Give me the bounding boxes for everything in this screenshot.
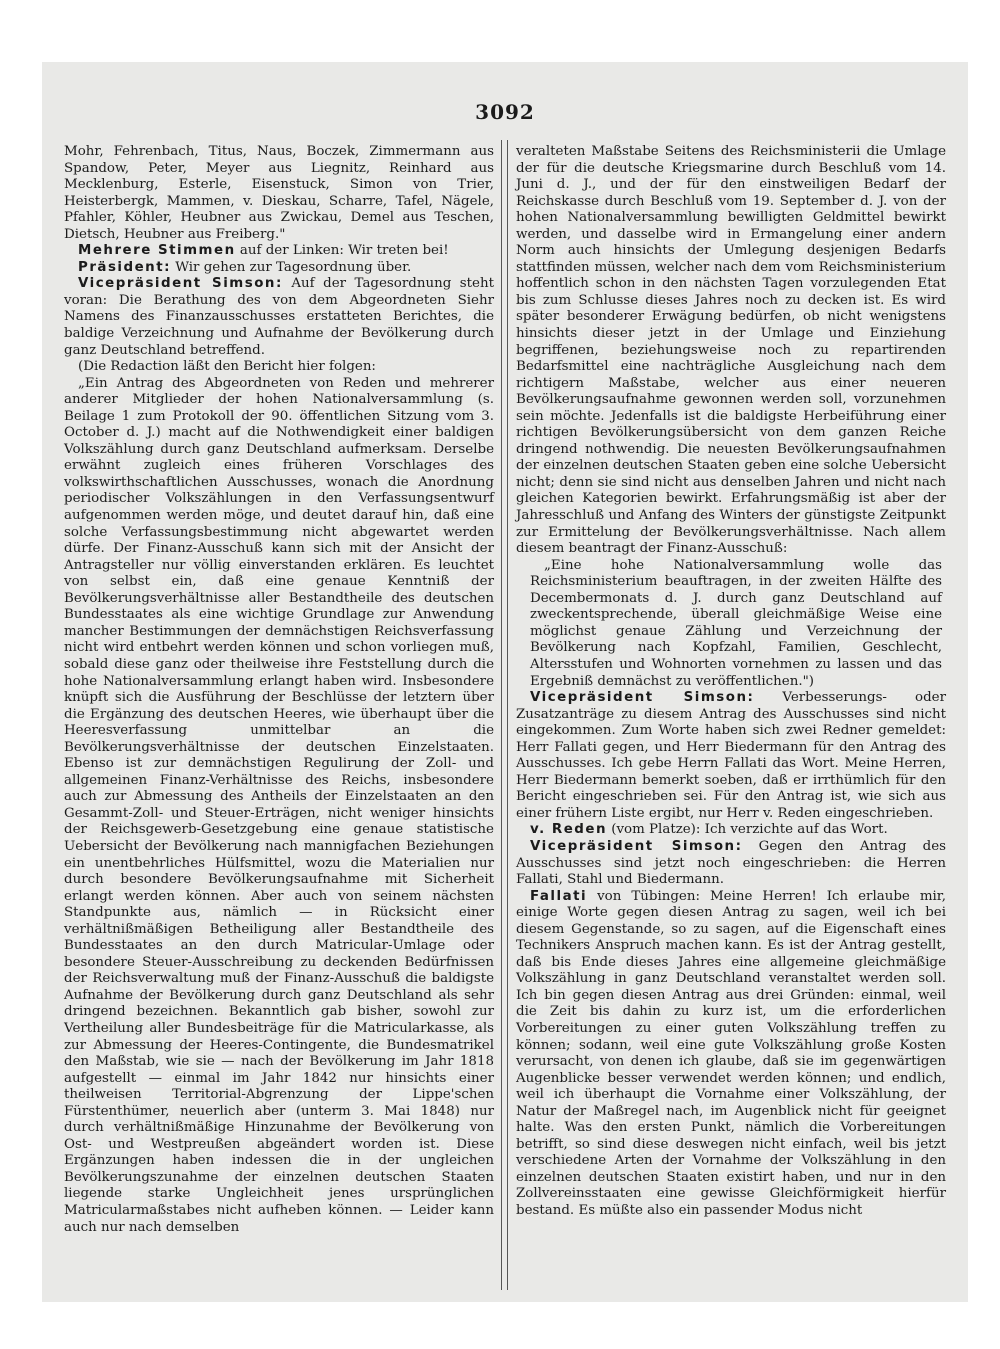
paragraph-text: Mohr, Fehrenbach, Titus, Naus, Boczek, Zimmermann aus Spandow, Peter, Meyer aus Liegnitz, Reinhard aus Mecklenburg, Esterle, Eisenstuck, Simon von Trier, Heisterbergk, Mammen, v. Dieskau, Scharre, Tafel, Nägele, Pfahler, Köhler, Heubner aus Zwickau, Demel aus Teschen, Dietsch, Heubner aus Freiberg." xyxy=(64,144,494,242)
paragraph-text: von Tübingen: Meine Herren! Ich erlaube mir, einige Worte gegen diesen Antrag zu sagen, weil ich bei diesem Gegenstande, so zu sagen, auf die Eigenschaft eines Technikers Anspruch machen kann. Es ist der Antrag gestellt, daß bis Ende dieses Jahres eine allgemeine gleichmäßige Volkszählung in ganz Deutschland veranstaltet werden soll. Ich bin gegen diesen Antrag aus drei Gründen: einmal, weil die Zeit bis dahin zu kurz ist, um die erforderlichen Vorbereitungen zu einer guten Volkszählung treffen zu können; sodann, weil eine gute Volkszählung große Kosten verursacht, von denen ich glaube, daß sie im gegenwärtigen Augenblicke besser verwendet werden können; und endlich, weil ich überhaupt die Vornahme einer Volkszählung, der Natur der Maßregel nach, im Augenblick nicht für geeignet halte. Was den ersten Punkt, nämlich die Vorbereitungen betrifft, so sind diese deswegen nicht einfach, weil bis jetzt verschiedene Arten der Vornahme der Volkszählung in den einzelnen deutschen Staaten existirt haben, und nur in den Zollvereinsstaaten eine gewisse Gleichförmigkeit hierfür bestand. Es müßte also ein passender Modus nicht xyxy=(516,888,946,1218)
speaker-paragraph xyxy=(516,839,946,889)
paragraph xyxy=(64,376,494,1236)
paragraph-text: Gegen den Antrag des Ausschusses sind jetzt noch eingeschrieben: die Herren Fallati, Stahl und Biedermann. xyxy=(516,838,947,888)
speaker-paragraph xyxy=(64,260,494,277)
paragraph-text: (Die Redaction läßt den Bericht hier folgen: xyxy=(78,359,376,375)
speaker-name: v. Reden xyxy=(530,822,607,838)
speaker-name: Vicepräsident Simson: xyxy=(530,838,743,854)
speaker-paragraph xyxy=(64,243,494,260)
paragraph-text: Verbesserungs- oder Zusatzanträge zu diesem Antrag des Ausschusses sind nicht eingekommen. Zum Worte haben sich zwei Redner gemeldet: Herr Fallati gegen, und Herr Biedermann für den Antrag des Ausschusses. Ich gebe Herrn Fallati das Wort. Meine Herren, Herr Biedermann bemerkt soeben, daß er irrthümlich für den Bericht eingeschrieben sei. Für den Antrag ist, wie sich aus einer frühern Liste ergibt, nur Herr v. Reden eingeschrieben. xyxy=(516,690,946,821)
quoted-motion xyxy=(516,558,946,690)
speaker-paragraph xyxy=(516,889,946,1220)
speaker-paragraph xyxy=(516,822,946,839)
paragraph-text: „Eine hohe Nationalversammlung wolle das Reichsministerium beauftragen, in der zweiten Hälfte des Decembermonats d. J. durch ganz Deutschland auf zweckentsprechende, überall gleichmäßige Weise eine möglichst genaue Zählung und Verzeichnung der Bevölkerung nach Kopfzahl, Familien, Geschlecht, Altersstufen und Wohnorten vornehmen zu lassen und das Ergebniß demnächst zu veröffentlichen.") xyxy=(530,557,942,689)
paragraph-text: „Ein Antrag des Abgeordneten von Reden und mehrerer anderer Mitglieder der hohen Nationalversammlung (s. Beilage 1 zum Protokoll der 90. öffentlichen Sitzung vom 3. October d. J.) macht auf die Nothwendigkeit einer baldigen Volkszählung durch ganz Deutschland aufmerksam. Derselbe erwähnt zugleich eines früheren Vorschlages des volkswirthschaftlichen Ausschusses, wonach die Anordnung periodischer Volkszählungen in den Verfassungsentwurf aufgenommen werden möge, und deutet darauf hin, daß eine solche Verfassungsbestimmung nicht abgewartet werden dürfe. Der Finanz-Ausschuß kann sich mit der Ansicht der Antragsteller nur völlig einverstanden erklären. Es leuchtet von selbst ein, daß eine genaue Kenntniß der Bevölkerungsverhältnisse aller Bestandtheile des deutschen Bundesstaates als eine wichtige Grundlage zur Anwendung mancher Bestimmungen der demnächstigen Reichsverfassung nicht wird entbehrt werden können und schon vorliegen muß, sobald diese ganz oder theilweise ihre Feststellung durch die hohe Nationalversammlung erlangt haben wird. Insbesondere knüpft sich die Ausführung der Beschlüsse der letztern über die Ergänzung des deutschen Heeres, wie überhaupt über die Heeresverfassung unmittelbar an die Bevölkerungsverhältnisse der deutschen Einzelstaaten. Ebenso ist zur demnächstigen Regulirung der Zoll- und allgemeinen Finanz-Verhältnisse des Reichs, insbesondere auch zur Abmessung des Antheils der Einzelstaaten an den Gesammt-Zoll- und Steuer-Erträgen, nicht weniger hinsichts der Reichsgewerb-Gesetzgebung eine genaue statistische Uebersicht der Bevölkerung nach mannigfachen Beziehungen ein unentbehrliches Hülfsmittel, wozu die Materialien nur durch besondere Bevölkerungsaufnahme mit Sicherheit erlangt werden können. Aber auch von seinem nächsten Standpunkte aus, nämlich — in Rücksicht einer verhältnißmäßigen Betheiligung aller Bestandtheile des Bundesstaates an den durch Matricular-Umlage oder besondere Steuer-Ausschreibung zu deckenden Bedürfnissen der Reichsverwaltung muß der Finanz-Ausschuß die baldigste Aufnahme der Bevölkerung durch ganz Deutschland als sehr dringend bezeichnen. Bekanntlich gab bisher, sowohl zur Vertheilung aller Bundesbeiträge für die Matricularkasse, als zur Abmessung der Heeres-Contingente, die Bundesmatrikel den Maßstab, wie sie — nach der Bevölkerung im Jahr 1818 aufgestellt — einmal im Jahr 1842 nur hinsichts einer theilweisen Territorial-Abgrenzung der Lippe'schen Fürstenthümer, neuerlich aber (unterm 3. Mai 1848) nur durch verhältnißmäßige Hinzunahme der Bevölkerung von Ost- und Westpreußen abgeändert worden ist. Diese Ergänzungen haben indessen die in der ungleichen Bevölkerungszunahme der einzelnen deutschen Staaten liegende starke Ungleichheit jenes ursprünglichen Matricularmaßstabes nicht aufheben können. — Leider kann auch nur nach demselben xyxy=(64,375,494,1235)
speaker-name: Mehrere Stimmen xyxy=(78,243,236,259)
speaker-paragraph xyxy=(516,690,946,822)
paragraph-text: veralteten Maßstabe Seitens des Reichsministerii die Umlage der für die deutsche Kriegsmarine durch Beschluß vom 14. Juni d. J., und der für den einstweiligen Bedarf der Reichskasse durch Beschluß vom 19. September d. J. von der hohen Nationalversammlung bewilligten Geldmittel bewirkt werden, und dasselbe wird in Ermangelung einer andern Norm auch hinsichts der Umlegung desjenigen Bedarfs stattfinden müssen, welcher nach dem vom Reichsministerium hoffentlich schon in den nächsten Tagen vorzulegenden Etat bis zum Schlusse dieses Jahres noch zu decken ist. Es wird später besonderer Erwägung bedürfen, ob nicht wenigstens hinsichts dieser jetzt in der Umlage und Einziehung begriffenen, beziehungsweise noch zu repartirenden Bedarfsmittel eine nachträgliche Ausgleichung nach dem richtigern Maßstabe, welcher aus einer neueren Bevölkerungsaufnahme gewonnen werden soll, vorzunehmen sein möchte. Jedenfalls ist die baldigste Herbeiführung einer richtigen Bevölkerungsübersicht von dem ganzen Reiche dringend nothwendig. Die neuesten Bevölkerungsaufnahmen der einzelnen deutschen Staaten geben eine solche Uebersicht nicht; denn sie sind nicht aus denselben Jahren und nicht nach gleichen Kategorien bewirkt. Erfahrungsmäßig ist aber der Jahresschluß und Anfang des Winters der günstigste Zeitpunkt zur Ermittelung der Bevölkerungsverhältnisse. Nach allem diesem beantragt der Finanz-Ausschuß: xyxy=(516,144,946,557)
left-column xyxy=(64,144,494,1236)
paragraph xyxy=(64,144,494,243)
paragraph xyxy=(64,359,494,376)
page-sheet xyxy=(42,62,968,1302)
paragraph xyxy=(516,144,946,558)
page-number: 3092 xyxy=(475,100,535,124)
paragraph-text: (vom Platze): Ich verzichte auf das Wort. xyxy=(606,822,888,838)
column-divider xyxy=(501,140,508,1290)
speaker-paragraph xyxy=(64,276,494,359)
speaker-name: Vicepräsident Simson: xyxy=(530,690,755,706)
paragraph-text: Auf der Tagesordnung steht voran: Die Berathung des von dem Abgeordneten Siehr Namens des Finanzausschusses erstatteten Berichtes, die baldige Verzeichnung und Aufnahme der Bevölkerung durch ganz Deutschland betreffend. xyxy=(64,276,494,358)
speaker-name: Vicepräsident Simson: xyxy=(78,276,283,292)
paragraph-text: auf der Linken: Wir treten bei! xyxy=(235,243,449,259)
speaker-name: Präsident: xyxy=(78,259,171,275)
right-column xyxy=(516,144,946,1220)
speaker-name: Fallati xyxy=(530,888,588,904)
paragraph-text: Wir gehen zur Tagesordnung über. xyxy=(170,259,412,275)
